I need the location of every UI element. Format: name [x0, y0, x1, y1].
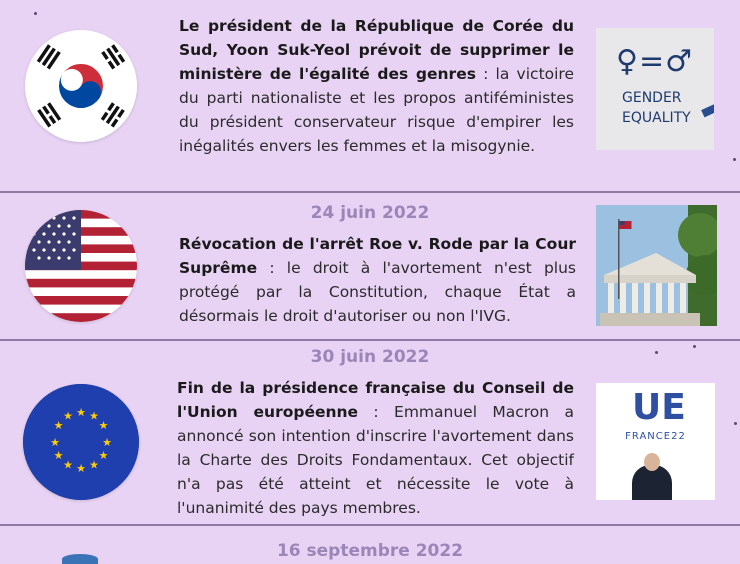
entry-body: : Emmanuel Macron a annoncé son intention d'inscrire l'avortement dans la Charte des Droits Fondamentaux. Cet objectif n'a pas été atteint et nécessite le vote à l'unanimité des pays membres.	[177, 403, 574, 517]
svg-text:★: ★	[76, 406, 86, 419]
supreme-court-image	[596, 205, 717, 326]
entry-headline: Révocation de l'arrêt Roe v. Rode par la Cour Suprême	[179, 235, 576, 277]
decor-dot	[655, 351, 658, 354]
separator-1	[0, 191, 740, 193]
decor-dot	[34, 12, 37, 15]
gender-line2: EQUALITY	[622, 110, 691, 126]
entry-date: 30 juin 2022	[310, 347, 430, 367]
decor-dot	[733, 158, 736, 161]
france22-image	[596, 383, 715, 500]
entry-headline: Fin de la présidence française du Conseil de l'Union européenne	[177, 379, 574, 421]
entry-body: : le droit à l'avortement n'est plus protégé par la Constitution, chaque État a désormais le droit d'autoriser ou non l'IVG.	[179, 259, 576, 325]
gender-line1: GENDER	[622, 90, 682, 106]
svg-text:★: ★	[98, 449, 109, 462]
entry-headline: Le président de la République de Corée du Sud, Yoon Suk-Yeol prévoit de supprimer le ministère de l'égalité des genres	[179, 17, 574, 83]
entry-date: 24 juin 2022	[310, 203, 430, 223]
separator-2	[0, 339, 740, 341]
eu-presidency-logo: UE	[632, 387, 686, 428]
south-korea-flag-icon	[25, 30, 137, 142]
decor-dot	[734, 422, 737, 425]
svg-text:★: ★	[53, 419, 64, 432]
svg-text:★: ★	[63, 409, 73, 423]
eu-flag-icon	[23, 384, 139, 500]
entry-body: : la victoire du parti nationaliste et les propos antiféministes du président conservateur risque d'empirer les inégalités envers les femmes et la misogynie.	[179, 65, 574, 155]
decor-dot	[693, 345, 696, 348]
svg-text:★: ★	[98, 419, 109, 432]
usa-flag-icon	[25, 210, 137, 322]
next-flag-icon	[62, 554, 98, 564]
svg-text:★: ★	[50, 436, 60, 449]
gender-symbol: ♀=♂	[616, 44, 694, 79]
svg-text:★: ★	[53, 449, 64, 462]
svg-text:★: ★	[76, 462, 86, 475]
marker-pen-icon	[701, 103, 714, 118]
entry-text-usa	[179, 232, 576, 328]
entry-text-eu	[177, 376, 574, 520]
svg-text:★: ★	[89, 409, 99, 423]
svg-text:★: ★	[89, 458, 99, 472]
svg-text:★: ★	[102, 436, 112, 449]
entry-text-korea	[179, 14, 574, 158]
speaker-head	[644, 453, 660, 471]
separator-3	[0, 524, 740, 526]
gender-equality-image	[596, 28, 714, 150]
entry-date: 16 septembre 2022	[276, 541, 464, 561]
france22-label: FRANCE22	[625, 431, 686, 442]
svg-text:★: ★	[63, 458, 73, 472]
